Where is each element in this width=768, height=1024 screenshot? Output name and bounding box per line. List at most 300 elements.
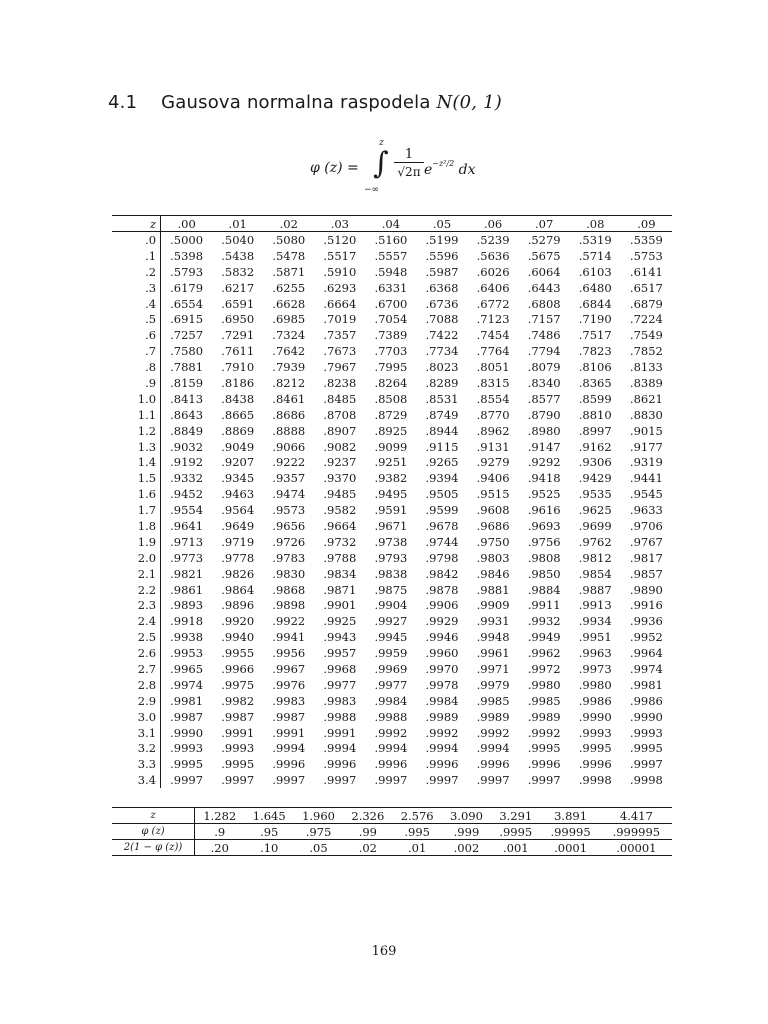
critical-cell: .002	[442, 840, 491, 856]
table-row	[112, 613, 672, 629]
table-cell: .7019	[323, 312, 357, 327]
integral-upper-limit: z	[379, 138, 384, 148]
table-row	[112, 725, 672, 741]
table-cell: .9906	[425, 598, 459, 613]
critical-row-phi	[112, 824, 672, 840]
table-cell: .9713	[170, 534, 204, 549]
table-cell: .9599	[425, 503, 459, 518]
column-header: .02	[263, 216, 314, 232]
critical-cell: 3.291	[491, 808, 540, 824]
table-cell: .6064	[527, 264, 561, 279]
table-cell: .7995	[374, 360, 408, 375]
exp-base: e	[424, 162, 433, 178]
critical-cell: .999995	[601, 824, 672, 840]
table-cell: .9207	[221, 455, 255, 470]
critical-cell: .001	[491, 840, 540, 856]
table-cell: .9998	[629, 773, 663, 788]
table-cell: .7257	[170, 328, 204, 343]
table-cell: .9975	[221, 677, 255, 692]
table-cell: .5040	[221, 232, 255, 247]
table-row	[112, 264, 672, 280]
table-cell: .9981	[170, 693, 204, 708]
table-cell: .9429	[578, 471, 612, 486]
table-row	[112, 518, 672, 534]
table-cell: .7703	[374, 344, 408, 359]
table-cell: .5279	[527, 232, 561, 247]
table-cell: .9989	[527, 709, 561, 724]
table-cell: .6480	[578, 280, 612, 295]
table-cell: .6591	[221, 296, 255, 311]
column-header: .03	[314, 216, 365, 232]
table-cell: .7157	[527, 312, 561, 327]
critical-cell: .999	[442, 824, 491, 840]
table-cell: .5557	[374, 248, 408, 263]
table-cell: .9991	[272, 725, 306, 740]
table-cell: .5478	[272, 248, 306, 263]
row-z-label: .1	[112, 248, 161, 264]
table-row	[112, 439, 672, 455]
table-row	[112, 550, 672, 566]
table-cell: .9418	[527, 471, 561, 486]
table-cell: .8079	[527, 360, 561, 375]
table-cell: .9911	[527, 598, 561, 613]
table-cell: .9887	[578, 582, 612, 597]
table-cell: .9989	[425, 709, 459, 724]
table-row	[112, 677, 672, 693]
table-cell: .9997	[272, 773, 306, 788]
table-cell: .5080	[272, 232, 306, 247]
row-z-label: 1.9	[112, 534, 161, 550]
row-z-label: .5	[112, 311, 161, 327]
table-cell: .8577	[527, 391, 561, 406]
table-cell: .9938	[170, 630, 204, 645]
table-cell: .7734	[425, 344, 459, 359]
table-cell: .9192	[170, 455, 204, 470]
table-cell: .9049	[221, 439, 255, 454]
table-cell: .7794	[527, 344, 561, 359]
table-cell: .9778	[221, 550, 255, 565]
table-cell: .9994	[425, 741, 459, 756]
table-cell: .9535	[578, 487, 612, 502]
table-cell: .9995	[578, 741, 612, 756]
table-cell: .7291	[221, 328, 255, 343]
table-cell: .9997	[323, 773, 357, 788]
exp-exponent: −z²/2	[432, 159, 455, 168]
table-cell: .9525	[527, 487, 561, 502]
table-cell: .7823	[578, 344, 612, 359]
critical-cell: .995	[393, 824, 442, 840]
table-row	[112, 296, 672, 312]
table-cell: .7852	[629, 344, 663, 359]
table-cell: .6915	[170, 312, 204, 327]
critical-cell: 3.891	[540, 808, 600, 824]
table-cell: .6026	[476, 264, 510, 279]
table-cell: .9222	[272, 455, 306, 470]
table-cell: .9934	[578, 614, 612, 629]
table-cell: .9974	[170, 677, 204, 692]
table-cell: .9922	[272, 614, 306, 629]
table-cell: .9699	[578, 518, 612, 533]
fraction-numerator: 1	[404, 147, 414, 162]
table-cell: .7224	[629, 312, 663, 327]
section-heading	[108, 92, 502, 113]
table-cell: .9693	[527, 518, 561, 533]
table-cell: .9943	[323, 630, 357, 645]
table-cell: .8997	[578, 423, 612, 438]
table-cell: .9987	[272, 709, 306, 724]
table-row	[112, 741, 672, 757]
column-header: .09	[621, 216, 672, 232]
table-row	[112, 661, 672, 677]
table-cell: .5636	[476, 248, 510, 263]
row-z-label: 1.6	[112, 486, 161, 502]
table-cell: .9854	[578, 566, 612, 581]
row-z-label: 2.1	[112, 566, 161, 582]
table-cell: .9773	[170, 550, 204, 565]
table-cell: .9994	[476, 741, 510, 756]
table-row	[112, 693, 672, 709]
critical-row-tail	[112, 840, 672, 856]
table-cell: .8665	[221, 407, 255, 422]
formula-exponential	[424, 159, 476, 178]
column-header: .01	[212, 216, 263, 232]
table-cell: .9974	[629, 661, 663, 676]
table-cell: .9678	[425, 518, 459, 533]
table-cell: .9987	[221, 709, 255, 724]
table-cell: .9875	[374, 582, 408, 597]
table-cell: .7486	[527, 328, 561, 343]
table-cell: .6736	[425, 296, 459, 311]
table-cell: .9515	[476, 487, 510, 502]
table-cell: .9995	[221, 757, 255, 772]
table-cell: .9066	[272, 439, 306, 454]
table-cell: .8643	[170, 407, 204, 422]
row-z-label: 1.7	[112, 502, 161, 518]
table-cell: .9997	[476, 773, 510, 788]
table-cell: .9893	[170, 598, 204, 613]
table-cell: .8686	[272, 407, 306, 422]
table-cell: .8907	[323, 423, 357, 438]
row-z-label: 2.4	[112, 613, 161, 629]
row-z-label: 1.4	[112, 454, 161, 470]
table-cell: .9842	[425, 566, 459, 581]
critical-cell: .01	[393, 840, 442, 856]
table-cell: .9957	[323, 646, 357, 661]
table-cell: .9656	[272, 518, 306, 533]
table-cell: .9992	[425, 725, 459, 740]
row-z-label: 2.5	[112, 629, 161, 645]
table-cell: .5987	[425, 264, 459, 279]
table-cell: .9370	[323, 471, 357, 486]
table-cell: .9962	[527, 646, 561, 661]
table-cell: .9984	[425, 693, 459, 708]
table-cell: .6406	[476, 280, 510, 295]
table-cell: .7910	[221, 360, 255, 375]
table-cell: .8708	[323, 407, 357, 422]
table-cell: .9941	[272, 630, 306, 645]
row-z-label: 1.0	[112, 391, 161, 407]
table-cell: .9948	[476, 630, 510, 645]
table-cell: .9996	[323, 757, 357, 772]
table-cell: .8599	[578, 391, 612, 406]
table-row	[112, 423, 672, 439]
table-cell: .9978	[425, 677, 459, 692]
table-cell: .9147	[527, 439, 561, 454]
table-cell: .9319	[629, 455, 663, 470]
table-cell: .9649	[221, 518, 255, 533]
table-cell: .6700	[374, 296, 408, 311]
table-cell: .9972	[527, 661, 561, 676]
table-cell: .8212	[272, 375, 306, 390]
table-cell: .9920	[221, 614, 255, 629]
critical-row-label: φ (z)	[112, 824, 195, 840]
table-cell: .9994	[323, 741, 357, 756]
table-cell: .9987	[170, 709, 204, 724]
table-row	[112, 772, 672, 788]
table-cell: .9505	[425, 487, 459, 502]
table-cell: .6879	[629, 296, 663, 311]
table-cell: .9821	[170, 566, 204, 581]
table-cell: .9932	[527, 614, 561, 629]
table-cell: .5675	[527, 248, 561, 263]
table-row	[112, 502, 672, 518]
column-header: .00	[161, 216, 213, 232]
table-cell: .9082	[323, 439, 357, 454]
table-cell: .9671	[374, 518, 408, 533]
row-z-label: 3.4	[112, 772, 161, 788]
row-z-label: 3.0	[112, 709, 161, 725]
table-cell: .9992	[527, 725, 561, 740]
table-cell: .9406	[476, 471, 510, 486]
table-cell: .8413	[170, 391, 204, 406]
table-cell: .8133	[629, 360, 663, 375]
table-cell: .9971	[476, 661, 510, 676]
critical-cell: 3.090	[442, 808, 491, 824]
table-cell: .9997	[221, 773, 255, 788]
table-cell: .9591	[374, 503, 408, 518]
table-row	[112, 597, 672, 613]
critical-cell: 1.282	[195, 808, 245, 824]
table-cell: .9890	[629, 582, 663, 597]
table-cell: .8531	[425, 391, 459, 406]
table-cell: .6628	[272, 296, 306, 311]
table-row	[112, 232, 672, 248]
table-cell: .7190	[578, 312, 612, 327]
table-cell: .9929	[425, 614, 459, 629]
table-cell: .9850	[527, 566, 561, 581]
column-header: .05	[416, 216, 467, 232]
table-cell: .9966	[221, 661, 255, 676]
row-z-label: .2	[112, 264, 161, 280]
table-cell: .9997	[425, 773, 459, 788]
table-cell: .7324	[272, 328, 306, 343]
table-cell: .9616	[527, 503, 561, 518]
critical-cell: .10	[245, 840, 294, 856]
table-cell: .8749	[425, 407, 459, 422]
table-cell: .8159	[170, 375, 204, 390]
table-body	[112, 232, 672, 789]
row-z-label: 1.5	[112, 470, 161, 486]
table-row	[112, 645, 672, 661]
page-number: 169	[371, 944, 397, 959]
row-z-label: 2.3	[112, 597, 161, 613]
table-cell: .9896	[221, 598, 255, 613]
table-cell: .5359	[629, 232, 663, 247]
table-cell: .8962	[476, 423, 510, 438]
table-cell: .9015	[629, 423, 663, 438]
table-cell: .9798	[425, 550, 459, 565]
table-cell: .7357	[323, 328, 357, 343]
table-cell: .8925	[374, 423, 408, 438]
table-cell: .9909	[476, 598, 510, 613]
table-cell: .9998	[578, 773, 612, 788]
table-cell: .8289	[425, 375, 459, 390]
table-cell: .9857	[629, 566, 663, 581]
table-cell: .6554	[170, 296, 204, 311]
column-header: .06	[468, 216, 519, 232]
table-cell: .6331	[374, 280, 408, 295]
critical-cell: .02	[343, 840, 392, 856]
table-cell: .9996	[272, 757, 306, 772]
table-cell: .9251	[374, 455, 408, 470]
table-cell: .5517	[323, 248, 357, 263]
table-cell: .8980	[527, 423, 561, 438]
table-cell: .9913	[578, 598, 612, 613]
table-cell: .9878	[425, 582, 459, 597]
table-cell: .9969	[374, 661, 408, 676]
critical-values-table	[112, 807, 672, 856]
table-row	[112, 582, 672, 598]
table-cell: .9951	[578, 630, 612, 645]
table-cell: .9931	[476, 614, 510, 629]
table-cell: .8106	[578, 360, 612, 375]
table-row	[112, 391, 672, 407]
table-cell: .6103	[578, 264, 612, 279]
table-cell: .9980	[578, 677, 612, 692]
table-cell: .9940	[221, 630, 255, 645]
table-cell: .5793	[170, 264, 204, 279]
row-z-label: 2.2	[112, 582, 161, 598]
table-cell: .9994	[272, 741, 306, 756]
table-cell: .9846	[476, 566, 510, 581]
table-cell: .9750	[476, 534, 510, 549]
table-cell: .8264	[374, 375, 408, 390]
critical-cell: .20	[195, 840, 245, 856]
table-cell: .9131	[476, 439, 510, 454]
critical-cell: 1.645	[245, 808, 294, 824]
table-cell: .9988	[323, 709, 357, 724]
table-cell: .9608	[476, 503, 510, 518]
table-cell: .9959	[374, 646, 408, 661]
table-cell: .9817	[629, 550, 663, 565]
table-cell: .6950	[221, 312, 255, 327]
section-number: 4.1	[108, 92, 138, 113]
table-cell: .9953	[170, 646, 204, 661]
table-cell: .8340	[527, 375, 561, 390]
table-cell: .6443	[527, 280, 561, 295]
table-cell: .9985	[476, 693, 510, 708]
table-cell: .6141	[629, 264, 663, 279]
critical-row-label: 2(1 − φ (z))	[112, 840, 195, 856]
table-cell: .8186	[221, 375, 255, 390]
table-cell: .9032	[170, 439, 204, 454]
table-cell: .6844	[578, 296, 612, 311]
table-cell: .8485	[323, 391, 357, 406]
table-cell: .9949	[527, 630, 561, 645]
critical-cell: .9	[195, 824, 245, 840]
table-cell: .9918	[170, 614, 204, 629]
row-z-label: 1.1	[112, 407, 161, 423]
table-cell: .8438	[221, 391, 255, 406]
table-cell: .9983	[272, 693, 306, 708]
table-cell: .9904	[374, 598, 408, 613]
row-z-label: 2.9	[112, 693, 161, 709]
table-cell: .8365	[578, 375, 612, 390]
table-cell: .5871	[272, 264, 306, 279]
table-cell: .7549	[629, 328, 663, 343]
table-cell: .9963	[578, 646, 612, 661]
table-cell: .9803	[476, 550, 510, 565]
table-cell: .9952	[629, 630, 663, 645]
table-cell: .9783	[272, 550, 306, 565]
table-cell: .9871	[323, 582, 357, 597]
critical-cell: .05	[294, 840, 343, 856]
table-cell: .9936	[629, 614, 663, 629]
critical-cell: .9995	[491, 824, 540, 840]
critical-cell: .99995	[540, 824, 600, 840]
table-cell: .9452	[170, 487, 204, 502]
table-cell: .9991	[323, 725, 357, 740]
table-cell: .6664	[323, 296, 357, 311]
section-title: Gausova normalna raspodela	[161, 92, 431, 113]
table-cell: .9726	[272, 534, 306, 549]
critical-cell: 2.576	[393, 808, 442, 824]
table-cell: .6179	[170, 280, 204, 295]
critical-cell: .95	[245, 824, 294, 840]
table-cell: .9808	[527, 550, 561, 565]
table-cell: .9162	[578, 439, 612, 454]
table-cell: .9997	[170, 773, 204, 788]
row-z-label: 1.3	[112, 439, 161, 455]
table-cell: .7123	[476, 312, 510, 327]
table-cell: .5948	[374, 264, 408, 279]
table-cell: .9826	[221, 566, 255, 581]
table-cell: .9976	[272, 677, 306, 692]
table-cell: .7454	[476, 328, 510, 343]
table-cell: .5714	[578, 248, 612, 263]
table-cell: .5438	[221, 248, 255, 263]
table-cell: .9279	[476, 455, 510, 470]
table-cell: .9983	[323, 693, 357, 708]
table-cell: .9993	[629, 725, 663, 740]
table-row	[112, 248, 672, 264]
table-cell: .9582	[323, 503, 357, 518]
table-cell: .9834	[323, 566, 357, 581]
table-cell: .8869	[221, 423, 255, 438]
row-z-label: 2.6	[112, 645, 161, 661]
table-cell: .6772	[476, 296, 510, 311]
table-cell: .9641	[170, 518, 204, 533]
table-cell: .9554	[170, 503, 204, 518]
table-row	[112, 629, 672, 645]
table-cell: .9767	[629, 534, 663, 549]
table-cell: .9989	[476, 709, 510, 724]
table-cell: .9306	[578, 455, 612, 470]
table-cell: .9812	[578, 550, 612, 565]
table-cell: .9996	[425, 757, 459, 772]
row-z-label: .3	[112, 280, 161, 296]
table-cell: .9965	[170, 661, 204, 676]
